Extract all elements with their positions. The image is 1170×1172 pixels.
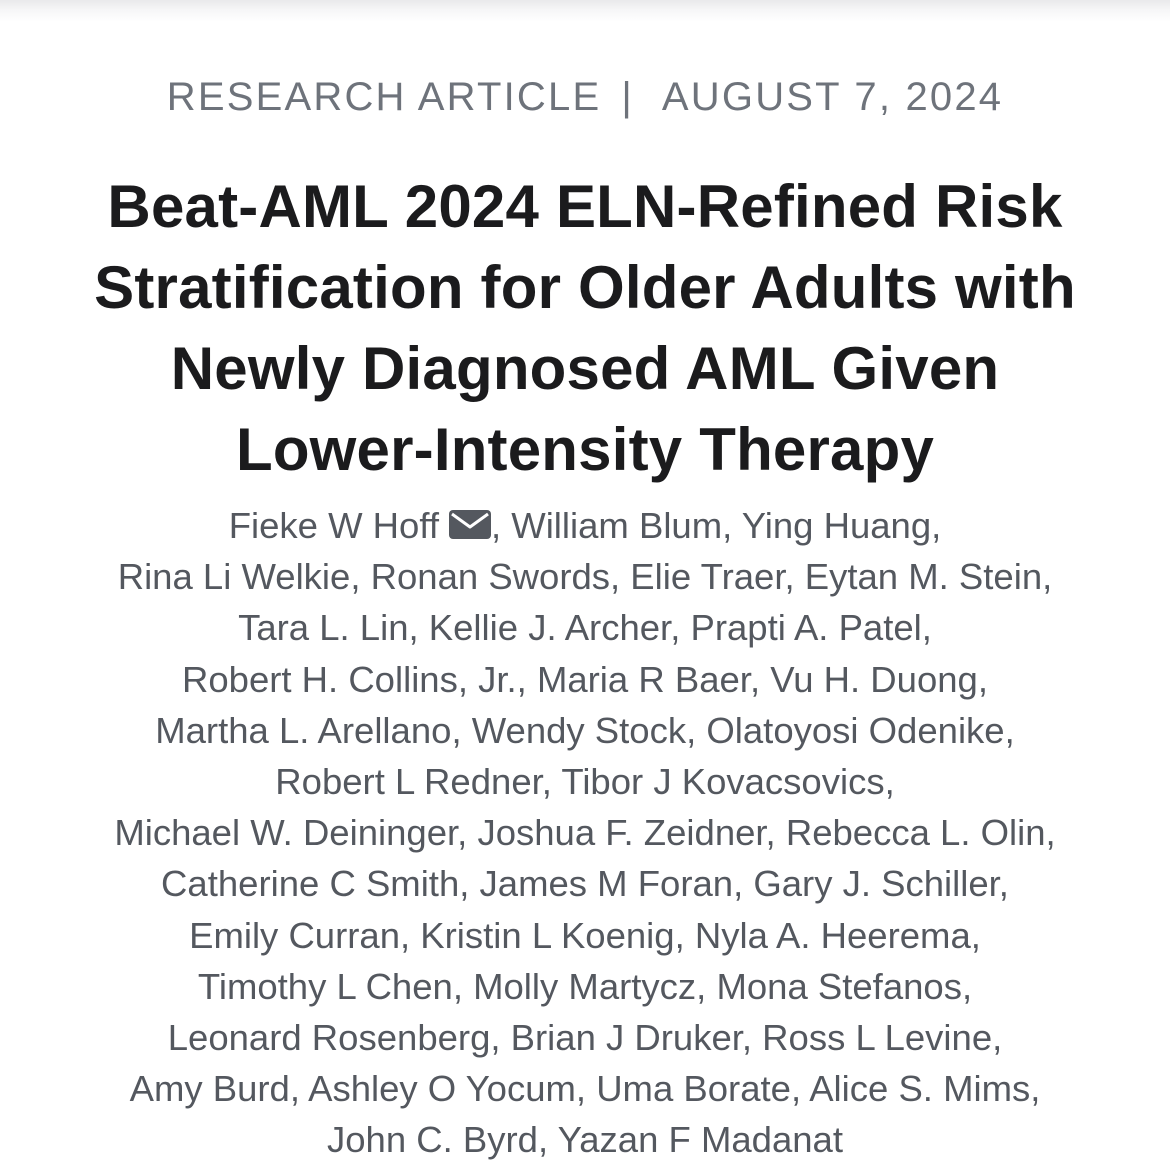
author-line: Robert H. Collins, Jr., Maria R Baer, Vu H. Duong, xyxy=(181,658,988,700)
author-line: John C. Byrd, Yazan F Madanat xyxy=(326,1119,843,1161)
author-line-rest: , William Blum, Ying Huang, xyxy=(490,505,942,546)
author-line: Catherine C Smith, James M Foran, Gary J. Schiller, xyxy=(161,863,1009,905)
article-type: RESEARCH ARTICLE xyxy=(166,75,602,119)
top-edge-shadow xyxy=(0,0,1170,22)
author-line: Amy Burd, Ashley O Yocum, Uma Borate, Alice S. Mims, xyxy=(129,1068,1041,1110)
author-line: Timothy L Chen, Molly Martycz, Mona Stefanos, xyxy=(197,965,973,1007)
author-line xyxy=(0,500,1170,551)
author-line: Tara L. Lin, Kellie J. Archer, Prapti A. Patel, xyxy=(238,607,932,649)
article-title xyxy=(20,166,1150,490)
author-line: Emily Curran, Kristin L Koenig, Nyla A. Heerema, xyxy=(189,914,981,956)
corresponding-author[interactable]: Fieke W Hoff xyxy=(228,505,439,546)
publication-date: AUGUST 7, 2024 xyxy=(661,75,1004,119)
author-line: Michael W. Deininger, Joshua F. Zeidner, Rebecca L. Olin, xyxy=(114,812,1056,854)
author-line: Martha L. Arellano, Wendy Stock, Olatoyosi Odenike, xyxy=(155,709,1015,751)
envelope-icon[interactable] xyxy=(449,510,491,539)
author-list xyxy=(0,500,1170,1166)
author-line: Rina Li Welkie, Ronan Swords, Elie Traer, Eytan M. Stein, xyxy=(117,556,1053,598)
title-line: Newly Diagnosed AML Given xyxy=(170,335,1000,402)
meta-separator: | xyxy=(621,75,634,119)
author-line: Robert L Redner, Tibor J Kovacsovics, xyxy=(275,761,895,803)
title-line: Lower-Intensity Therapy xyxy=(235,416,935,483)
author-line: Leonard Rosenberg, Brian J Druker, Ross L Levine, xyxy=(167,1017,1003,1059)
title-line: Stratification for Older Adults with xyxy=(94,254,1076,321)
title-line: Beat-AML 2024 ELN-Refined Risk xyxy=(107,173,1063,240)
article-meta xyxy=(0,72,1170,122)
